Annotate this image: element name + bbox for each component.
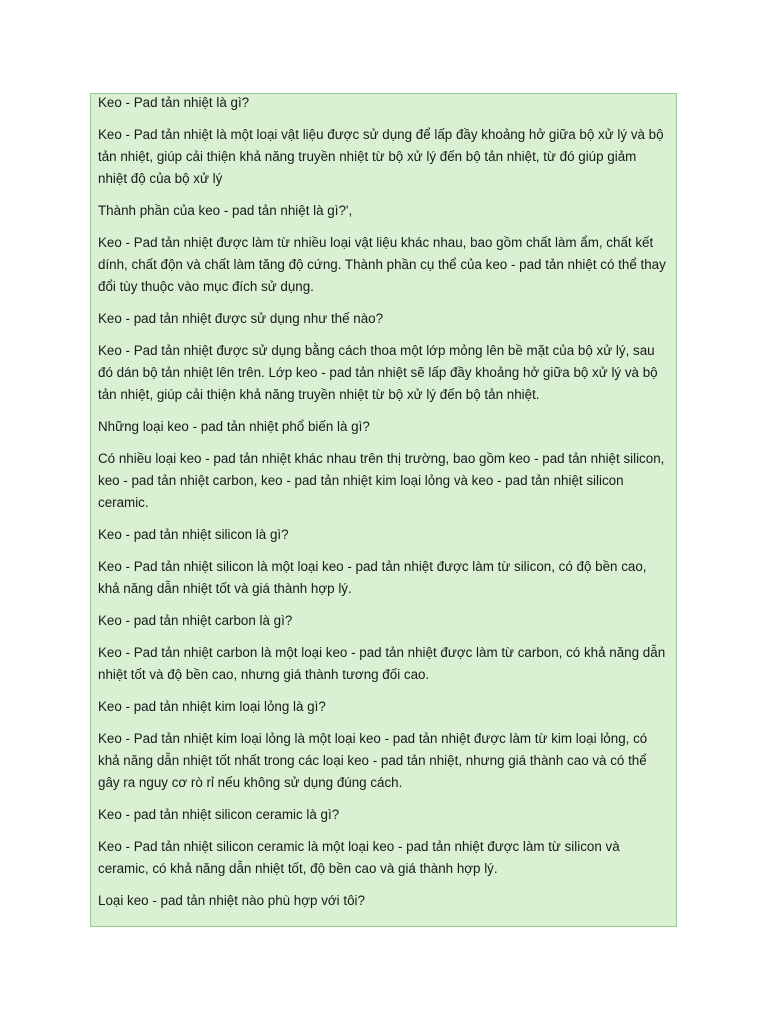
question-heading: Keo - pad tản nhiệt silicon là gì? <box>98 527 289 542</box>
answer-paragraph: Keo - Pad tản nhiệt carbon là một loại keo - pad tản nhiệt được làm từ carbon, có khả năng dẫn nhiệt tốt và độ bền cao, nhưng giá thành tương đối cao. <box>98 645 666 682</box>
question-heading: Loại keo - pad tản nhiệt nào phù hợp với tôi? <box>98 893 365 908</box>
answer-paragraph: Keo - Pad tản nhiệt là một loại vật liệu được sử dụng để lấp đầy khoảng hở giữa bộ xử lý và bộ tản nhiệt, giúp cải thiện khả năng truyền nhiệt từ bộ xử lý đến bộ tản nhiệt, từ đó giúp giảm nhiệt độ của bộ xử lý <box>98 127 664 186</box>
answer-paragraph: Keo - Pad tản nhiệt silicon là một loại keo - pad tản nhiệt được làm từ silicon, có độ bền cao, khả năng dẫn nhiệt tốt và giá thành hợp lý. <box>98 559 647 596</box>
question-heading: Keo - pad tản nhiệt silicon ceramic là gì? <box>98 807 340 822</box>
question-heading: Keo - Pad tản nhiệt là gì? <box>98 95 250 110</box>
answer-paragraph: Keo - Pad tản nhiệt kim loại lỏng là một loại keo - pad tản nhiệt được làm từ kim loại lỏng, có khả năng dẫn nhiệt tốt nhất trong các loại keo - pad tản nhiệt, nhưng giá thành cao và có thể gây ra nguy cơ rò rỉ nếu không sử dụng đúng cách. <box>98 731 648 790</box>
answer-paragraph: Keo - Pad tản nhiệt silicon ceramic là một loại keo - pad tản nhiệt được làm từ silicon và ceramic, có khả năng dẫn nhiệt tốt, độ bền cao và giá thành hợp lý. <box>98 839 620 876</box>
question-heading: Những loại keo - pad tản nhiệt phổ biến là gì? <box>98 419 370 434</box>
answer-paragraph: Có nhiều loại keo - pad tản nhiệt khác nhau trên thị trường, bao gồm keo - pad tản nhiệt silicon, keo - pad tản nhiệt carbon, keo - pad tản nhiệt kim loại lỏng và keo - pad tản nhiệt silicon ceramic. <box>98 451 665 510</box>
question-heading: Keo - pad tản nhiệt kim loại lỏng là gì? <box>98 699 326 714</box>
text-box <box>90 93 677 927</box>
question-heading: Keo - pad tản nhiệt được sử dụng như thế nào? <box>98 311 384 326</box>
answer-paragraph: Keo - Pad tản nhiệt được làm từ nhiều loại vật liệu khác nhau, bao gồm chất làm ẩm, chất kết dính, chất độn và chất làm tăng độ cứng. Thành phần cụ thể của keo - pad tản nhiệt có thể thay đổi tùy thuộc vào mục đích sử dụng. <box>98 235 666 294</box>
answer-paragraph: Keo - Pad tản nhiệt được sử dụng bằng cách thoa một lớp mỏng lên bề mặt của bộ xử lý, sau đó dán bộ tản nhiệt lên trên. Lớp keo - pad tản nhiệt sẽ lấp đầy khoảng hở giữa bộ xử lý và bộ tản nhiệt, giúp cải thiện khả năng truyền nhiệt từ bộ xử lý đến bộ tản nhiệt. <box>98 343 658 402</box>
question-heading: Keo - pad tản nhiệt carbon là gì? <box>98 613 293 628</box>
question-heading: Thành phần của keo - pad tản nhiệt là gì?', <box>98 203 353 218</box>
